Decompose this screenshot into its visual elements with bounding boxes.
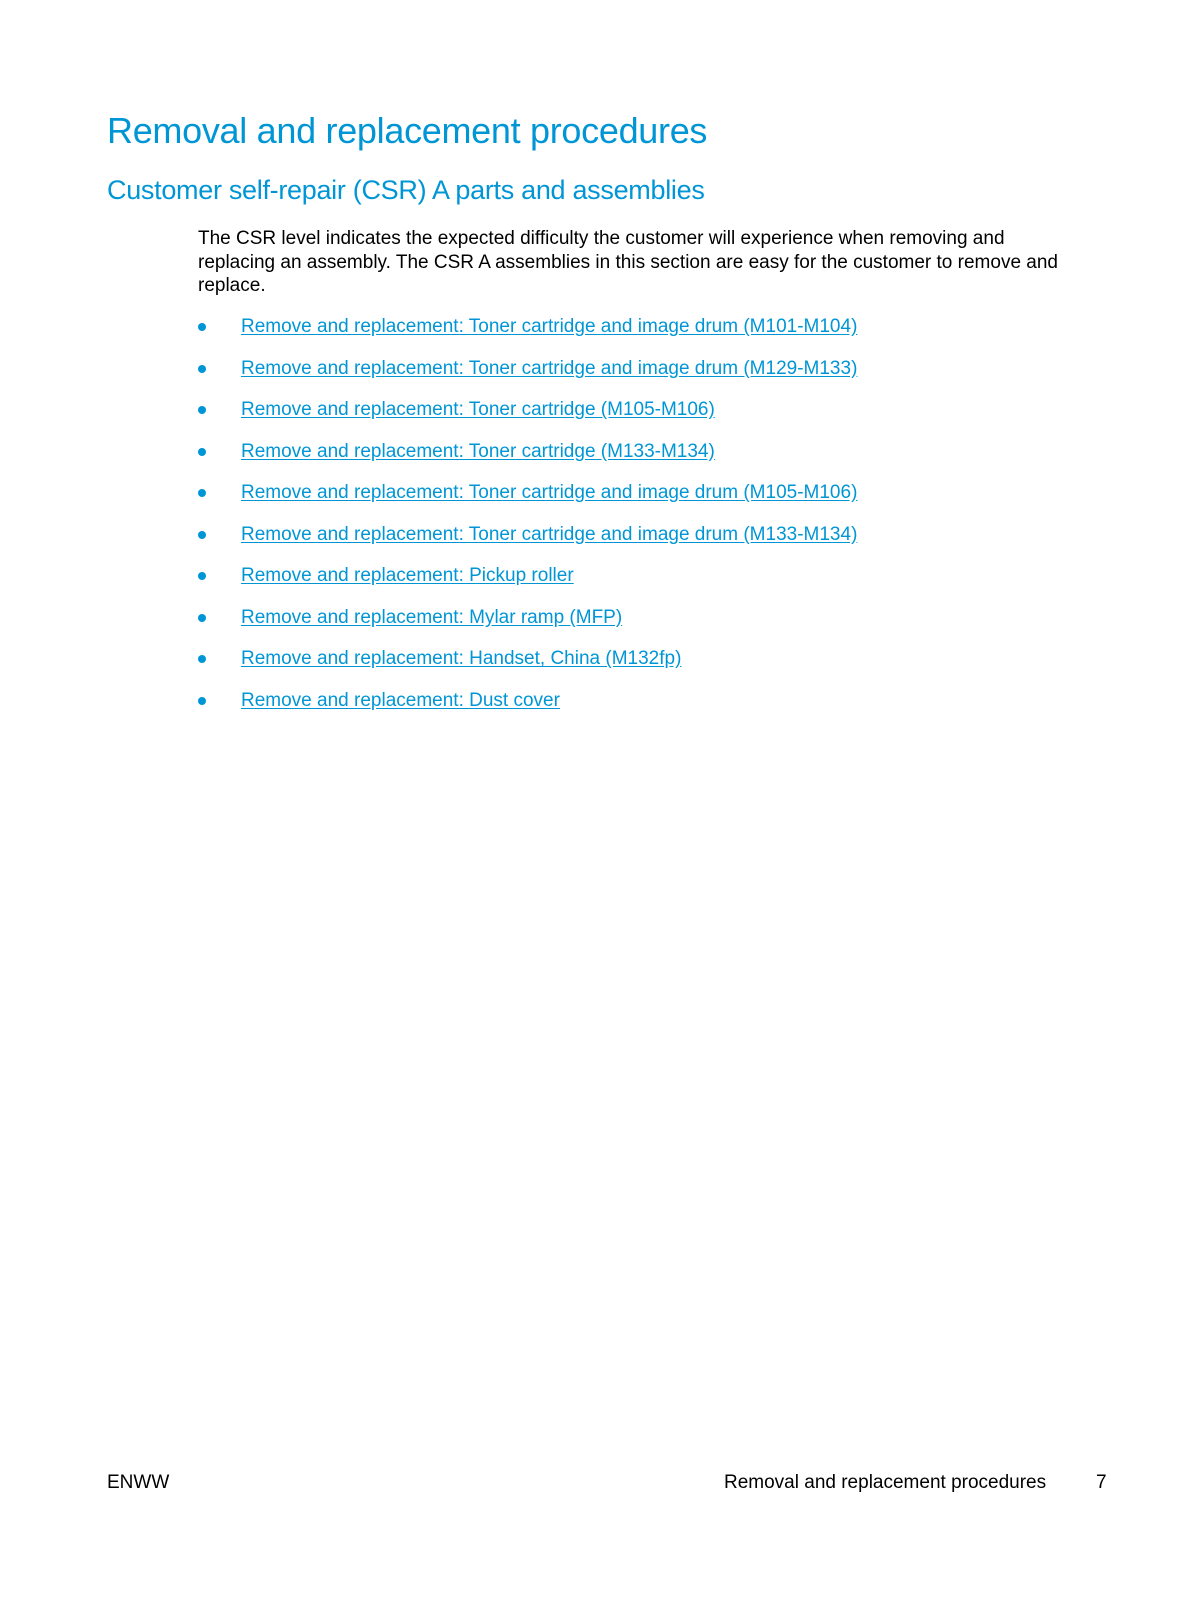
bullet-icon [198, 365, 206, 373]
procedure-link[interactable]: Remove and replacement: Handset, China (M132fp) [241, 648, 682, 669]
procedure-link[interactable]: Remove and replacement: Toner cartridge and image drum (M105-M106) [241, 482, 858, 503]
procedure-link[interactable]: Remove and replacement: Toner cartridge (M133-M134) [241, 440, 715, 462]
footer-chapter-title: Removal and replacement procedures [724, 1472, 1047, 1493]
bullet-icon [198, 697, 206, 705]
intro-paragraph: The CSR level indicates the expected difficulty the customer will experience when removing and replacing an assembly. The CSR A assemblies in this section are easy for the customer to remove and replace. [198, 228, 1058, 296]
bullet-icon [198, 531, 206, 539]
bullet-icon [198, 323, 206, 331]
procedure-link[interactable]: Remove and replacement: Toner cartridge and image drum (M101-M104) [241, 316, 858, 337]
bullet-icon [198, 406, 206, 414]
procedure-link[interactable]: Remove and replacement: Toner cartridge and image drum (M133-M134) [241, 523, 858, 545]
procedure-link[interactable]: Remove and replacement: Toner cartridge (M105-M106) [241, 399, 715, 420]
bullet-icon [198, 448, 206, 456]
procedure-link[interactable]: Remove and replacement: Toner cartridge and image drum (M129-M133) [241, 357, 858, 379]
section-title: Customer self-repair (CSR) A parts and assemblies [107, 175, 705, 205]
footer-doc-id: ENWW [107, 1472, 170, 1493]
procedure-link[interactable]: Remove and replacement: Pickup roller [241, 565, 574, 586]
footer-page-number: 7 [1096, 1472, 1107, 1493]
procedure-link[interactable]: Remove and replacement: Mylar ramp (MFP) [241, 606, 623, 628]
bullet-icon [198, 614, 206, 622]
bullet-icon [198, 572, 206, 580]
page-title: Removal and replacement procedures [107, 110, 708, 151]
bullet-icon [198, 489, 206, 497]
procedure-link[interactable]: Remove and replacement: Dust cover [241, 689, 560, 711]
bullet-icon [198, 655, 206, 663]
